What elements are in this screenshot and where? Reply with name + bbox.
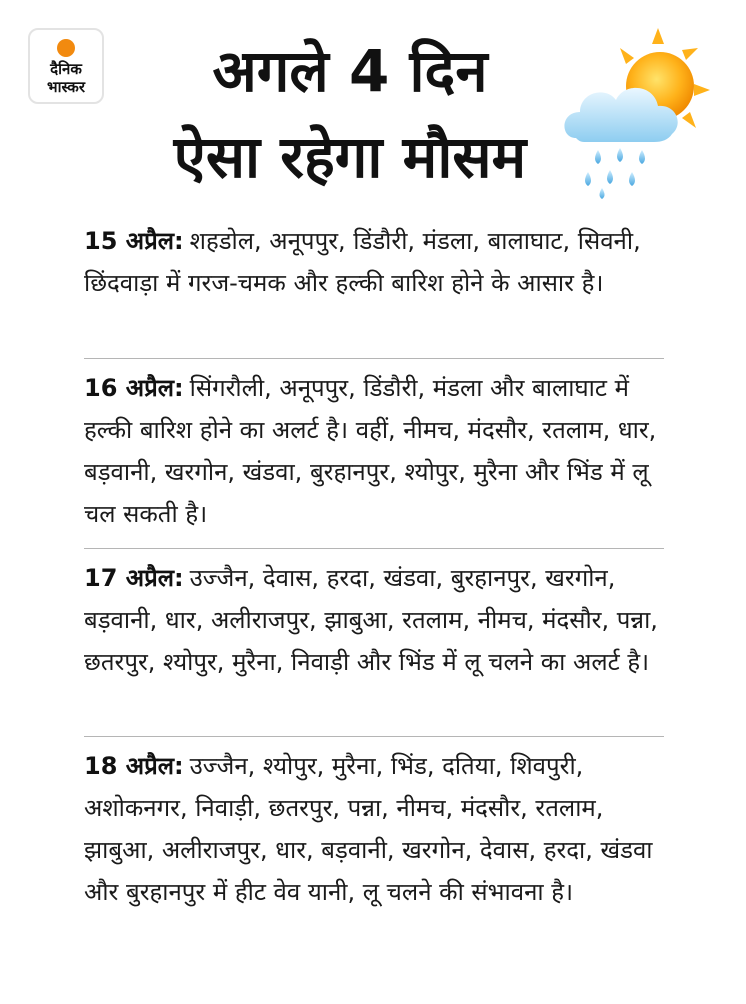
entry-text: शहडोल, अनूपपुर, डिंडौरी, मंडला, बालाघाट, सिवनी, छिंदवाड़ा में गरज-चमक और हल्की बारिश होने के आसार है। [84,227,641,297]
entry-date: 17 अप्रैल: [84,564,184,592]
entry-date: 16 अप्रैल: [84,374,184,402]
divider [84,358,664,359]
forecast-entry-17-april [84,557,664,683]
entry-text: सिंगरौली, अनूपपुर, डिंडौरी, मंडला और बालाघाट में हल्की बारिश होने का अलर्ट है। वहीं, नीमच, मंदसौर, रतलाम, धार, बड़वानी, खरगोन, खंडवा, बुरहानपुर, श्योपुर, मुरैना और भिंड में लू चल सकती है। [84,374,657,528]
forecast-entry-18-april [84,745,664,913]
headline-line-2: ऐसा रहेगा मौसम [173,123,527,191]
entry-text: उज्जैन, श्योपुर, मुरैना, भिंड, दतिया, शिवपुरी, अशोकनगर, निवाड़ी, छतरपुर, पन्ना, नीमच, मंदसौर, रतलाम, झाबुआ, अलीराजपुर, धार, बड़वानी, खरगोन, देवास, हरदा, खंडवा और बुरहानपुर में हीट वेव यानी, लू चलने की संभावना है। [84,752,653,906]
dainik-bhaskar-logo [28,28,104,104]
forecast-entry-16-april [84,367,664,535]
sun-cloud-rain-icon [558,20,718,200]
logo-line-2: भास्कर [47,78,85,96]
headline-line-1: अगले 4 दिन [212,37,488,105]
logo-line-1: दैनिक [50,60,82,78]
forecast-entry-15-april [84,220,664,304]
entry-date: 18 अप्रैल: [84,752,184,780]
logo-sun-icon [57,39,75,57]
entry-date: 15 अप्रैल: [84,227,184,255]
divider [84,548,664,549]
divider [84,736,664,737]
entry-text: उज्जैन, देवास, हरदा, खंडवा, बुरहानपुर, खरगोन, बड़वानी, धार, अलीराजपुर, झाबुआ, रतलाम, नीमच, मंदसौर, पन्ना, छतरपुर, श्योपुर, मुरैना, निवाड़ी और भिंड में लू चलने का अलर्ट है। [84,564,658,676]
